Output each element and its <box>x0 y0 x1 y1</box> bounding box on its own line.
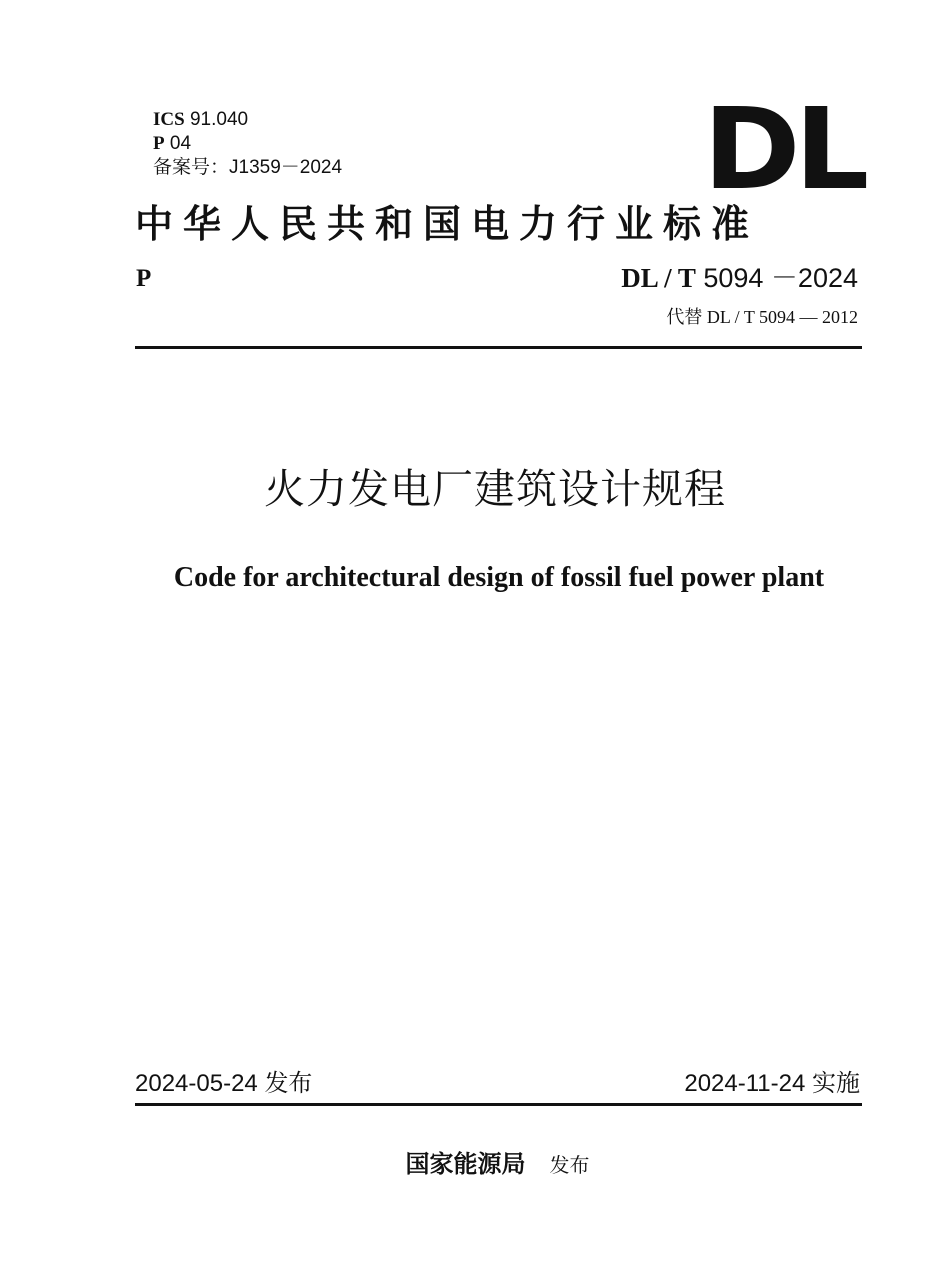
ics-label: ICS <box>153 109 185 130</box>
standard-number-prefix: DL / T <box>621 263 696 293</box>
header-codes <box>153 108 342 180</box>
replaces-standard: 代替 DL / T 5094 — 2012 <box>666 307 858 327</box>
class-line <box>153 132 342 156</box>
standard-title: 中华人民共和国电力行业标准 <box>135 201 760 246</box>
publisher <box>0 1146 950 1185</box>
bottom-rule <box>135 1103 862 1106</box>
standard-number-value: 5094 －2024 <box>703 263 858 293</box>
issue-date-label: 发布 <box>264 1070 313 1097</box>
title-english: Code for architectural design of fossil fuel power plant <box>173 562 825 593</box>
publisher-organization: 国家能源局 <box>405 1149 526 1178</box>
top-rule <box>135 346 862 349</box>
filing-line <box>153 156 342 180</box>
implement-date <box>684 1068 860 1100</box>
publisher-action: 发布 <box>549 1153 590 1177</box>
issue-date-value: 2024-05-24 <box>135 1070 258 1097</box>
ics-code: 91.040 <box>189 109 249 130</box>
class-prefix: P <box>153 133 165 154</box>
title-chinese: 火力发电厂建筑设计规程 <box>264 465 726 513</box>
ics-line <box>153 108 342 132</box>
issue-date <box>135 1068 312 1100</box>
filing-number: J1359－2024 <box>229 157 343 178</box>
standard-number <box>621 262 858 294</box>
class-number: 04 <box>169 133 192 154</box>
dl-logo: DL <box>703 85 863 215</box>
classification: P <box>136 265 152 292</box>
filing-label: 备案号： <box>153 157 230 178</box>
implement-date-label: 实施 <box>812 1070 860 1097</box>
implement-date-value: 2024-11-24 <box>684 1070 806 1097</box>
